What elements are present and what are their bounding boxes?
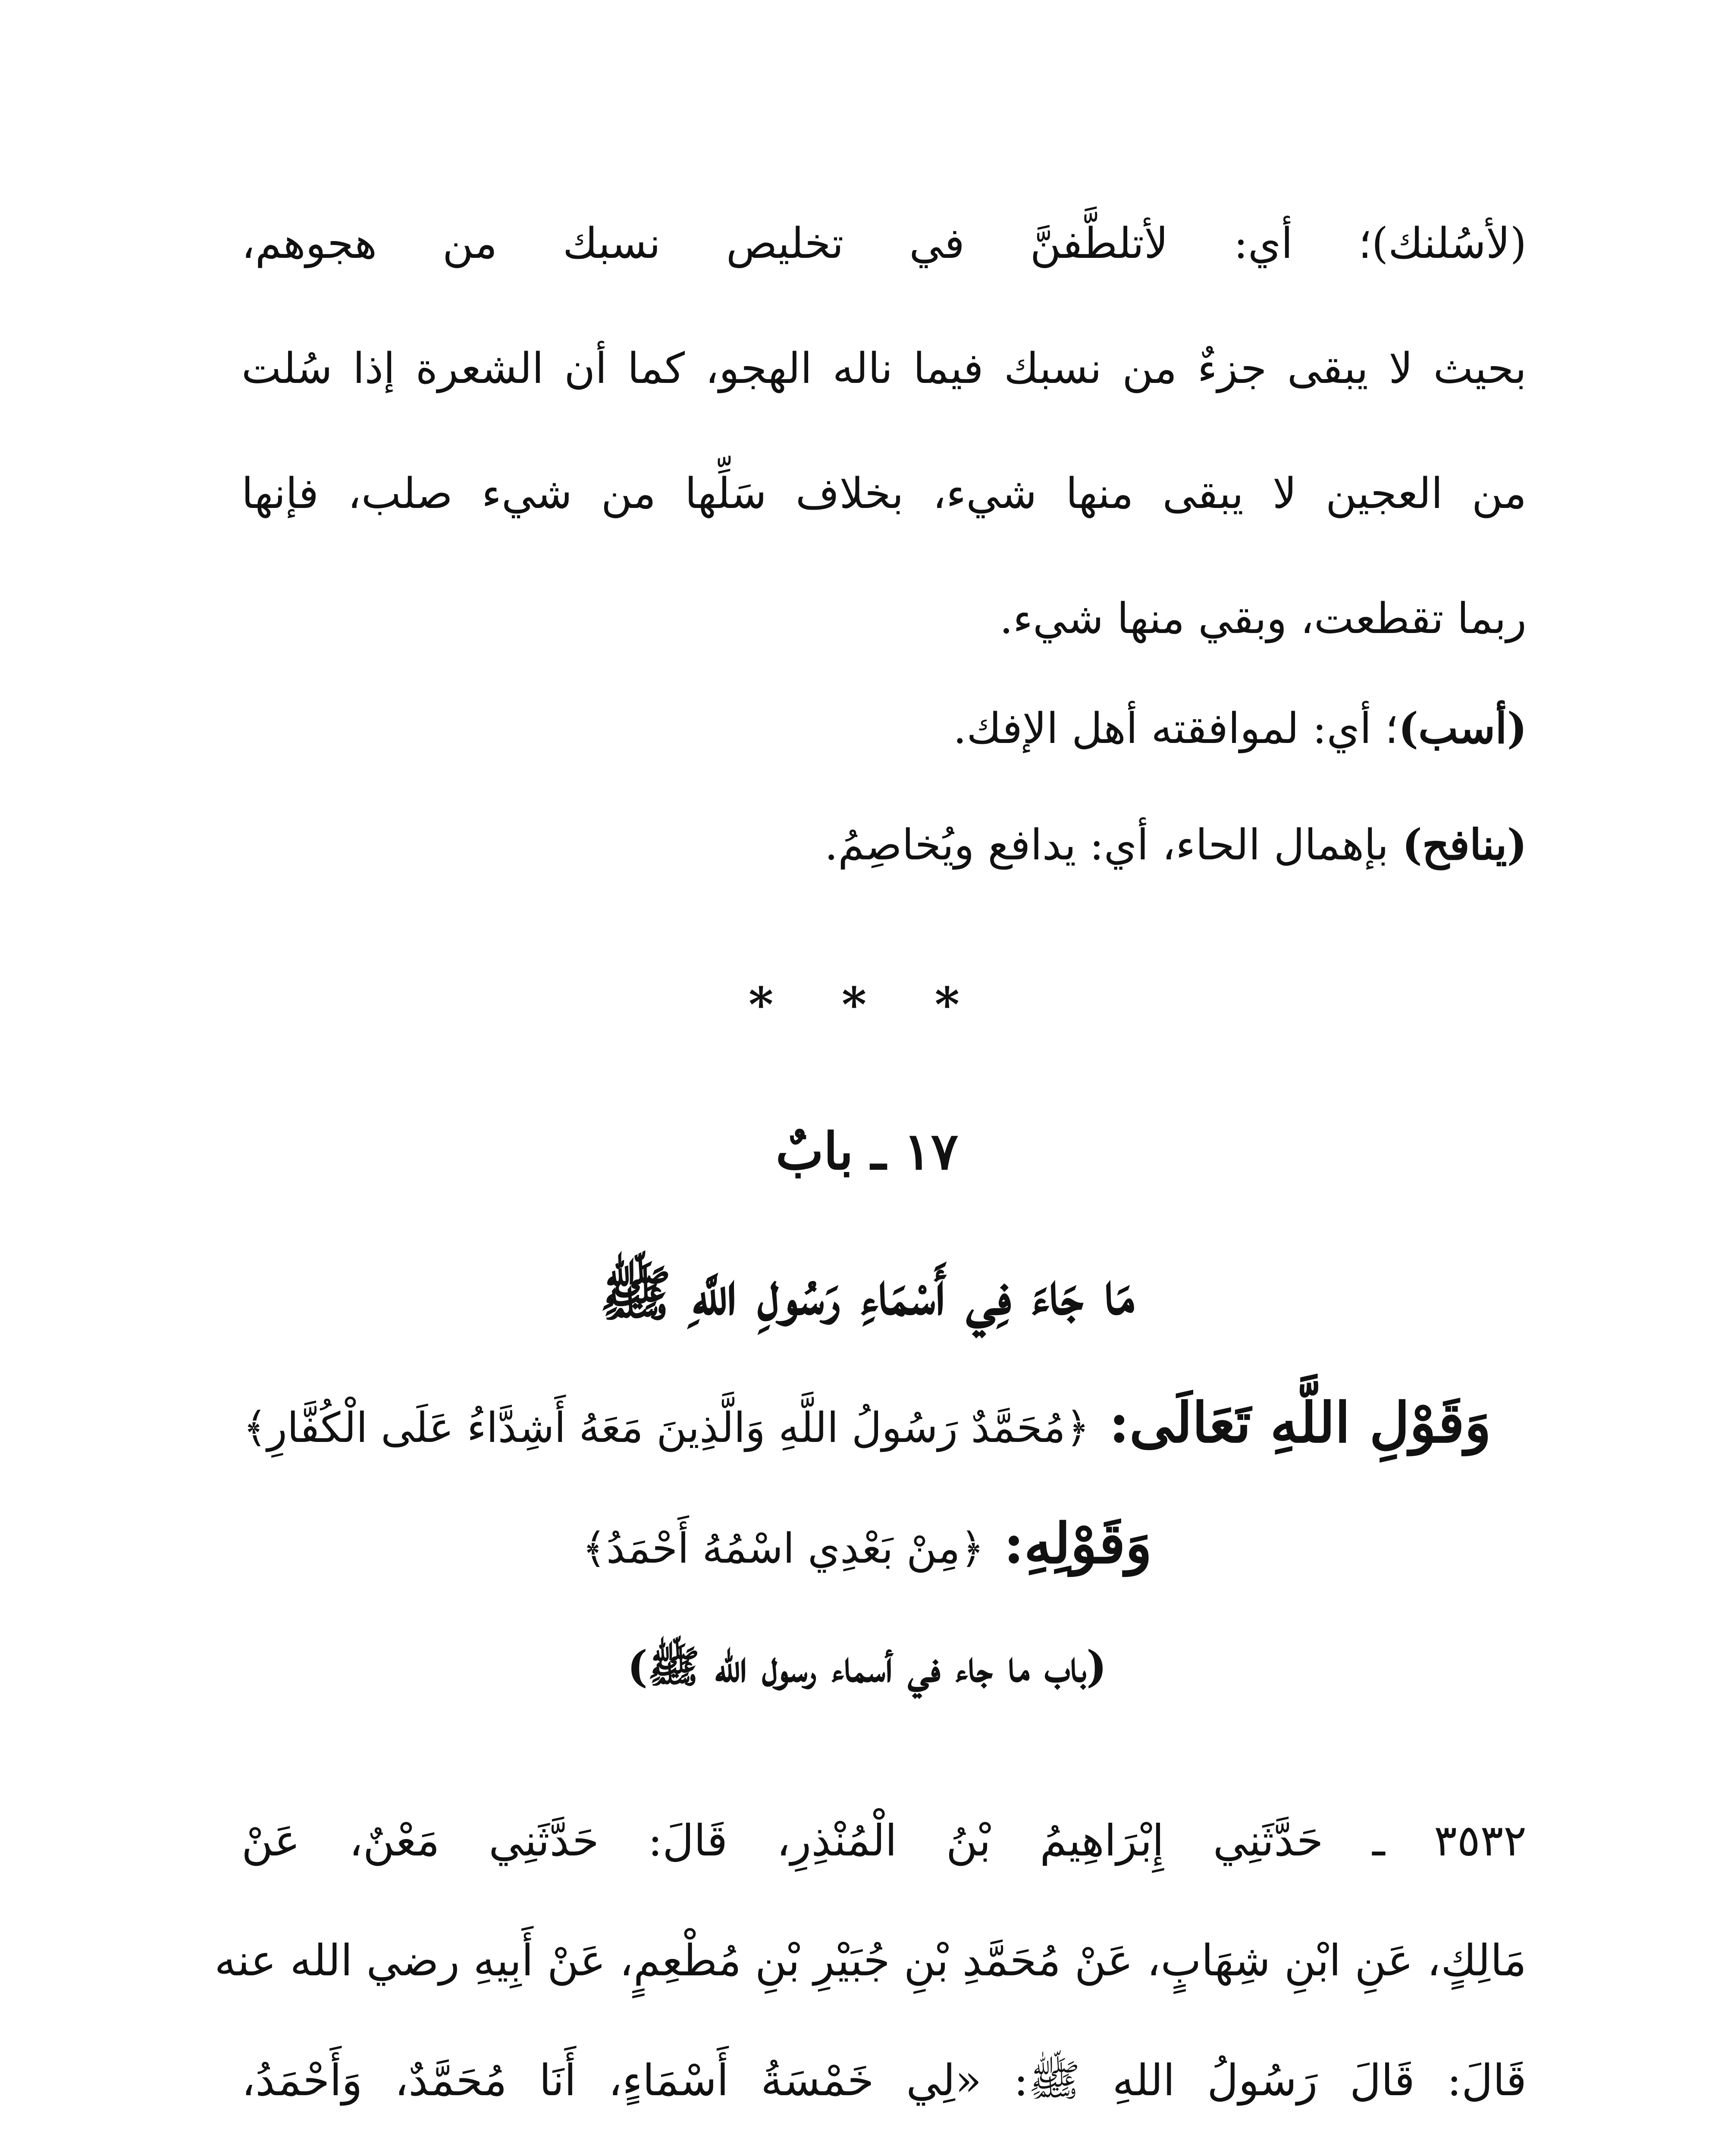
sub-heading: (باب ما جاء في أسماء رسول الله ﷺ) [627, 1641, 1107, 1692]
verse-label: وَقَوْلِ اللَّهِ تَعَالَى: [1090, 1391, 1491, 1455]
chapter-number: ١٧ ـ بابٌ [775, 1121, 959, 1181]
section-separator: * * * [748, 977, 986, 1032]
commentary-line: من العجين لا يبقى منها شيء، بخلاف سَلِّها من شيء صلب، فإنها [241, 469, 1527, 518]
hadith-line: مَالِكٍ، عَنِ ابْنِ شِهَابٍ، عَنْ مُحَمَّدِ بْنِ جُبَيْرِ بْنِ مُطْعِمٍ، عَنْ أَبِيهِ رضي الله عنه [214, 1935, 1527, 1986]
verse-label: وَقَوْلِهِ: [984, 1511, 1152, 1576]
commentary-line: ربما تقطعت، وبقي منها شيء. [999, 594, 1527, 643]
commentary-paragraph [241, 181, 1527, 681]
gloss-text: ؛ أي: لموافقته أهل الإفك. [953, 704, 1398, 753]
verse-text: ﴿مُحَمَّدٌ رَسُولُ اللَّهِ وَالَّذِينَ مَعَهُ أَشِدَّاءُ عَلَى الْكُفَّارِ﴾ [243, 1404, 1090, 1452]
gloss-line [825, 811, 1527, 880]
commentary-line: (لأسُلنك)؛ أي: لأتلطَّفنَّ في تخليص نسبك من هجوهم، [241, 219, 1527, 268]
hadith-line [241, 2140, 1527, 2156]
hadith-paragraph [214, 1781, 1527, 2156]
quran-verse-line [0, 1501, 1734, 1604]
chapter-title: مَا جَاءَ فِي أَسْمَاءِ رَسُولِ اللَّهِ ﷺ [599, 1258, 1135, 1329]
commentary-line: بحيث لا يبقى جزءٌ من نسبك فيما ناله الهجو، كما أن الشعرة إذا سُلت [241, 344, 1527, 393]
gloss-line [953, 694, 1527, 763]
gloss-text: بإهمال الحاء، أي: يدافع ويُخاصِمُ. [825, 821, 1402, 870]
hadith-line: ٣٥٣٢ ـ حَدَّثَنِي إِبْرَاهِيمُ بْنُ الْمُنْذِرِ، قَالَ: حَدَّثَنِي مَعْنٌ، عَنْ [241, 1815, 1527, 1866]
quran-verse-line [0, 1380, 1734, 1483]
verse-text: ﴿مِنْ بَعْدِي اسْمُهُ أَحْمَدُ﴾ [582, 1524, 985, 1573]
gloss-term: (ينافح) [1402, 820, 1527, 870]
hadith-line: قَالَ: قَالَ رَسُولُ اللهِ ﷺ: «لِي خَمْسَةُ أَسْمَاءٍ، أَنَا مُحَمَّدٌ، وَأَحْمَدُ، [241, 2055, 1527, 2106]
gloss-term: (أسب) [1398, 704, 1527, 753]
